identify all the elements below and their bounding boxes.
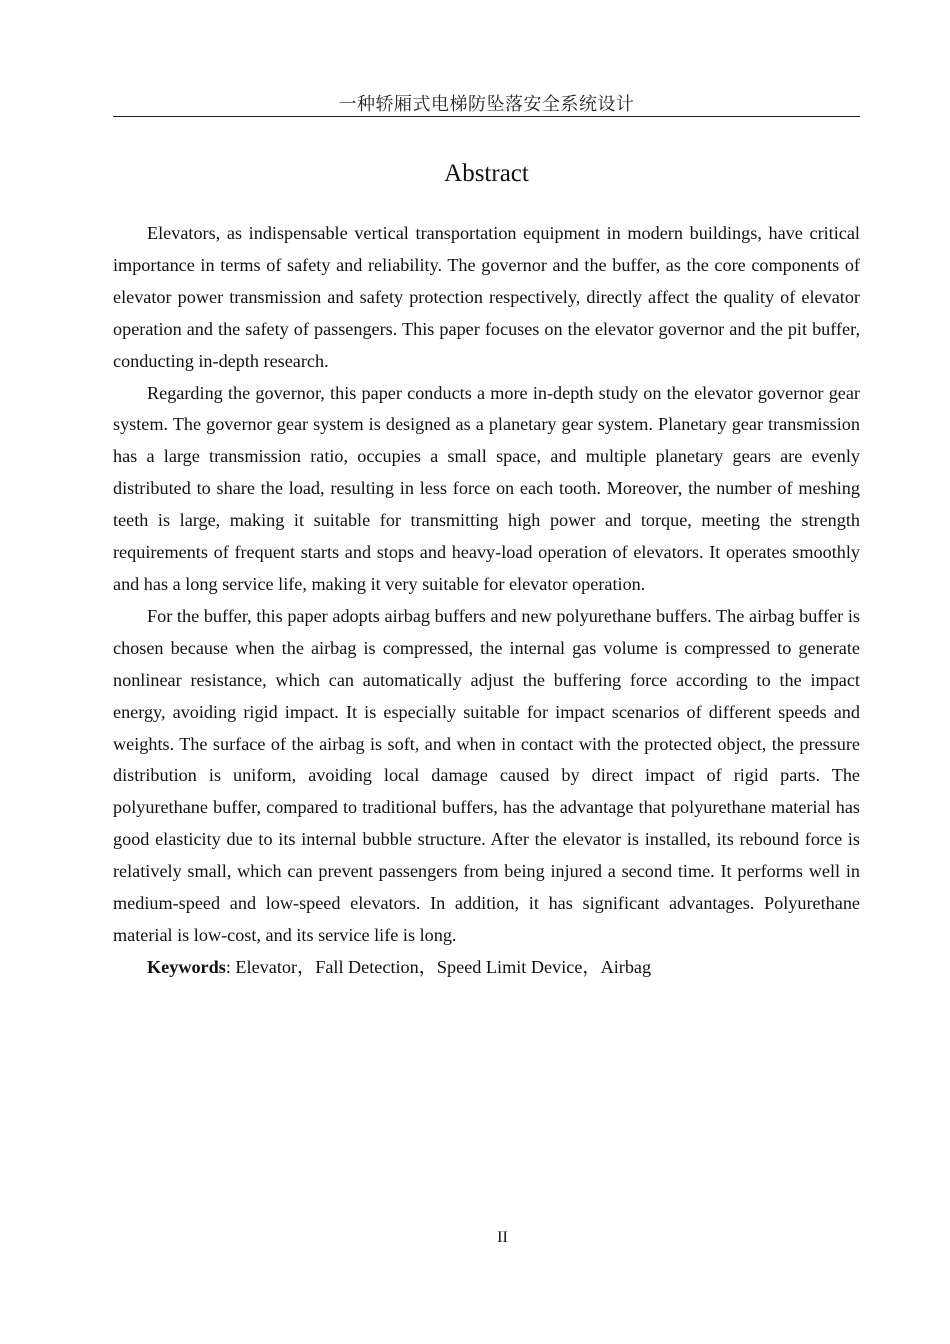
abstract-title: Abstract [444,160,529,187]
keywords-line [113,952,860,984]
abstract-body [113,218,860,984]
page-number: II [497,1229,508,1246]
header-divider [113,116,860,117]
abstract-paragraph-3: For the buffer, this paper adopts airbag buffers and new polyurethane buffers. The airbag buffer is chosen because when the airbag is compressed, the internal gas volume is compressed to generate nonlinear resistance, which can automatically adjust the buffering force according to the impact energy, avoiding rigid impact. It is especially suitable for impact scenarios of different speeds and weights. The surface of the airbag is soft, and when in contact with the protected object, the pressure distribution is uniform, avoiding local damage caused by direct impact of rigid parts. The polyurethane buffer, compared to traditional buffers, has the advantage that polyurethane material has good elasticity due to its internal bubble structure. After the elevator is installed, its rebound force is relatively small, which can prevent passengers from being injured a second time. It performs well in medium-speed and low-speed elevators. In addition, it has significant advantages. Polyurethane material is low-cost, and its service life is long. [113,605,860,945]
abstract-paragraph-1: Elevators, as indispensable vertical transportation equipment in modern buildings, have critical importance in terms of safety and reliability. The governor and the buffer, as the core components of elevator power transmission and safety protection respectively, directly affect the quality of elevator operation and the safety of passengers. This paper focuses on the elevator governor and the pit buffer, conducting in-depth research. [113,223,860,371]
keywords-text: : Elevator，Fall Detection，Speed Limit Device，Airbag [225,956,652,977]
running-header-title: 一种轿厢式电梯防坠落安全系统设计 [338,94,635,115]
abstract-paragraph-2: Regarding the governor, this paper conducts a more in-depth study on the elevator governor gear system. The governor gear system is designed as a planetary gear system. Planetary gear transmission has a large transmission ratio, occupies a small space, and multiple planetary gears are evenly distributed to share the load, resulting in less force on each tooth. Moreover, the number of meshing teeth is large, making it suitable for transmitting high power and torque, meeting the strength requirements of frequent starts and stops and heavy-load operation of elevators. It operates smoothly and has a long service life, making it very suitable for elevator operation. [113,382,860,594]
keywords-label: Keywords [147,956,226,977]
